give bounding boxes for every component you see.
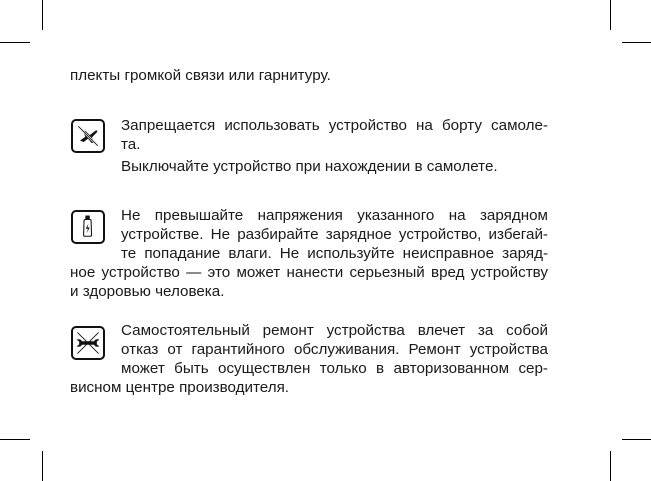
section-2-line-1: Не превышайте напряжения указанного на зарядном [121,207,548,224]
section-2-line-3: те попадание влаги. Не используйте неисправное заряд- [121,245,548,262]
section-2-line-5: и здоровью человека. [70,283,225,300]
crop-mark-bottom-left-h [0,439,30,440]
section-3-line-2: отказ от гарантийного обслуживания. Ремонт устройства [121,341,548,358]
section-2-line-2: устройстве. Не разбирайте зарядное устройство, избегай- [121,226,548,243]
crop-mark-bottom-left-v [42,451,43,481]
section-3-line-4: висном центре производителя. [70,379,290,396]
crop-mark-top-left-h [0,42,30,43]
crop-mark-top-right-h [622,42,651,43]
charger-battery-icon [71,210,105,244]
intro-line: плекты громкой связи или гарнитуру. [70,67,331,84]
section-3-line-3: может быть осуществлен только в авторизованном сер- [121,360,548,377]
crop-mark-top-right-v [610,0,611,30]
crop-mark-bottom-right-h [622,439,651,440]
no-repair-wrench-icon [71,326,105,360]
crop-mark-bottom-right-v [610,451,611,481]
section-2-line-4: ное устройство — это может нанести серьезный вред устройству [70,264,548,281]
section-1-extra: Выключайте устройство при нахождении в самолете. [121,158,498,175]
no-airplane-icon [71,119,105,153]
section-1-line-2: та. [121,136,141,153]
section-3-line-1: Самостоятельный ремонт устройства влечет за собой [121,322,548,339]
section-1-line-1: Запрещается использовать устройство на борту самоле- [121,117,548,134]
crop-mark-top-left-v [42,0,43,30]
